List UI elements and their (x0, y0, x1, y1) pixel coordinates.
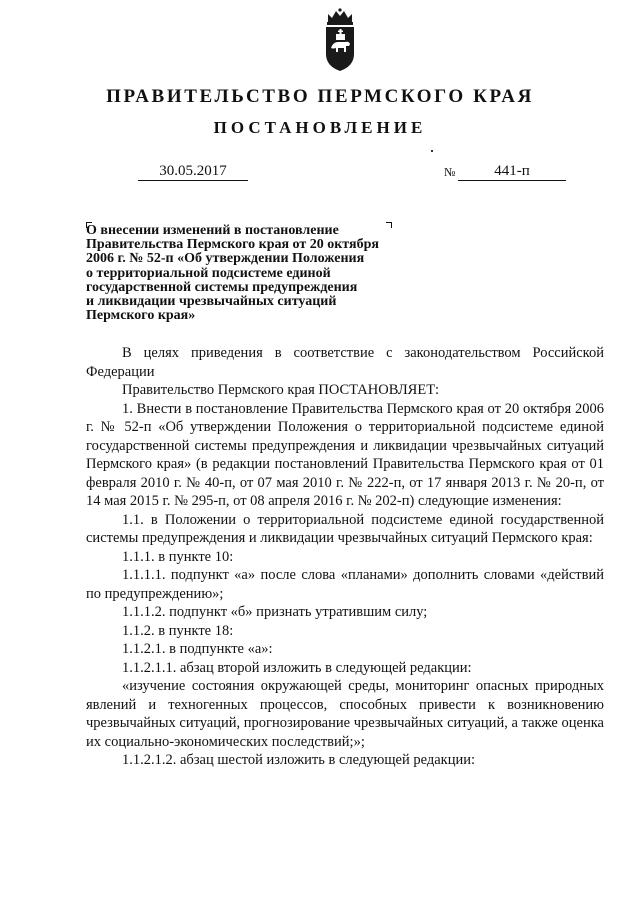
body-paragraph: 1.1.1.1. подпункт «а» после слова «планами» дополнить словами «действий по предупреждению»; (86, 567, 604, 602)
document-type-heading: ПОСТАНОВЛЕНИЕ (213, 118, 427, 137)
body-paragraph: 1.1.2.1.1. абзац второй изложить в следующей редакции: (122, 659, 472, 676)
document-body (86, 344, 604, 770)
subject-line: и ликвидации чрезвычайных ситуаций (86, 294, 337, 310)
body-paragraph: В целях приведения в соответствие с законодательством Российской Федерации (86, 345, 604, 380)
subject-line: о территориальной подсистеме единой (86, 265, 331, 281)
subject-line: 2006 г. № 52-п «Об утверждении Положения (86, 251, 365, 267)
subject-line: Пермского края» (86, 308, 196, 324)
subject-line: Правительства Пермского края от 20 октября (86, 237, 379, 253)
body-paragraph: 1.1. в Положении о территориальной подсистеме единой государственной системы предупреждения и ликвидации чрезвычайных ситуаций Пермского края: (86, 511, 604, 546)
coat-of-arms-emblem (323, 8, 357, 72)
body-paragraph: 1.1.2. в пункте 18: (122, 622, 234, 639)
body-paragraph: Правительство Пермского края ПОСТАНОВЛЯЕТ: (122, 382, 440, 398)
document-date: 30.05.2017 (138, 162, 248, 181)
number-sign: № (444, 165, 456, 179)
document-subject (86, 224, 416, 323)
government-title: ПРАВИТЕЛЬСТВО ПЕРМСКОГО КРАЯ (106, 86, 534, 107)
document-number: 441-п (458, 162, 566, 181)
subject-line: О внесении изменений в постановление (86, 223, 339, 238)
body-paragraph: 1.1.1. в пункте 10: (122, 548, 234, 565)
body-paragraph: «изучение состояния окружающей среды, мониторинг опасных природных явлений и техногенных процессов, способных привести к возникновению чрезвычайных ситуаций, прогнозирование чрезвычайных ситуаций, а также оценка их социально-экономических последствий;»; (86, 678, 604, 750)
body-paragraph: 1.1.2.1.2. абзац шестой изложить в следующей редакции: (122, 752, 475, 768)
scan-mark (431, 150, 433, 152)
body-paragraph: 1.1.1.2. подпункт «б» признать утратившим силу; (122, 604, 428, 620)
body-paragraph: 1.1.2.1. в подпункте «а»: (122, 641, 273, 657)
subject-line: государственной системы предупреждения (86, 279, 358, 295)
body-paragraph: 1. Внести в постановление Правительства Пермского края от 20 октября 2006 г. № 52-п «Об утверждении Положения о территориальной подсистеме единой государственной системы предупреждения и ликвидации чрезвычайных ситуаций Пермского края» (в редакции постановлений Правительства Пермского края от 01 февраля 2010 г. № 40-п, от 07 мая 2010 г. № 222-п, от 17 января 2013 г. № 20-п, от 14 мая 2015 г. № 295-п, от 08 апреля 2016 г. № 202-п) следующие изменения: (86, 400, 604, 509)
